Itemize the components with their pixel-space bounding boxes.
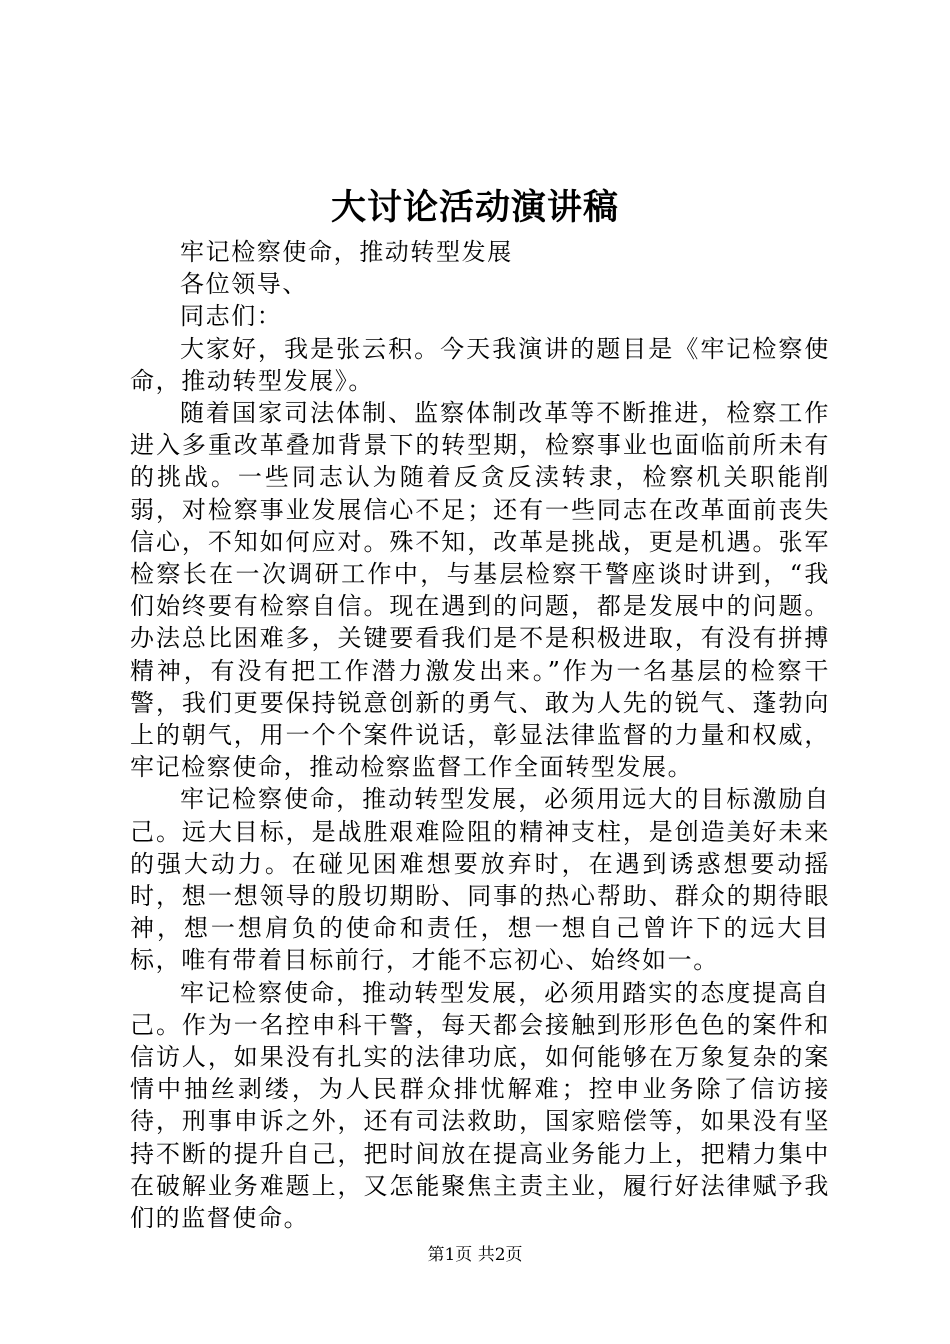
page-number-footer: 第1页 共2页 (427, 1245, 523, 1265)
body-paragraph: 随着国家司法体制、监察体制改革等不断推进，检察工作进入多重改革叠加背景下的转型期，检察事业也面临前所未有的挑战。一些同志认为随着反贪反渎转隶，检察机关职能削弱，对检察事业发展信心不足；还有一些同志在改革面前丧失信心，不知如何应对。殊不知，改革是挑战，更是机遇。张军检察长在一次调研工作中，与基层检察干警座谈时讲到，“我们始终要有检察自信。现在遇到的问题，都是发展中的问题。办法总比困难多，关键要看我们是不是积极进取，有没有拼搏精神，有没有把工作潜力激发出来。”作为一名基层的检察干警，我们更要保持锐意创新的勇气、敢为人先的锐气、蓬勃向上的朝气，用一个个案件说话，彰显法律监督的力量和权威，牢记检察使命，推动检察监督工作全面转型发展。 (130, 399, 830, 782)
document-body (130, 236, 830, 1234)
subtitle-paragraph: 牢记检察使命，推动转型发展 (180, 238, 513, 266)
intro-paragraph: 大家好，我是张云积。今天我演讲的题目是《牢记检察使命，推动转型发展》。 (130, 334, 830, 395)
salutation-leaders: 各位领导、 (180, 270, 308, 299)
body-paragraph: 牢记检察使命，推动转型发展，必须用远大的目标激励自己。远大目标，是战胜艰难险阻的精神支柱，是创造美好未来的强大动力。在碰见困难想要放弃时，在遇到诱惑想要动摇时，想一想领导的殷切期盼、同事的热心帮助、群众的期待眼神，想一想肩负的使命和责任，想一想自己曾许下的远大目标，唯有带着目标前行，才能不忘初心、始终如一。 (130, 785, 830, 975)
salutation-comrades: 同志们： (180, 302, 283, 331)
document-title: 大讨论活动演讲稿 (330, 187, 619, 228)
body-paragraph: 牢记检察使命，推动转型发展，必须用踏实的态度提高自己。作为一名控申科干警，每天都会接触到形形色色的案件和信访人，如果没有扎实的法律功底，如何能够在万象复杂的案情中抽丝剥缕，为人民群众排忧解难；控申业务除了信访接待，刑事申诉之外，还有司法救助，国家赔偿等，如果没有坚持不断的提升自己，把时间放在提高业务能力上，把精力集中在破解业务难题上，又怎能聚焦主责主业，履行好法律赋予我们的监督使命。 (130, 978, 830, 1233)
